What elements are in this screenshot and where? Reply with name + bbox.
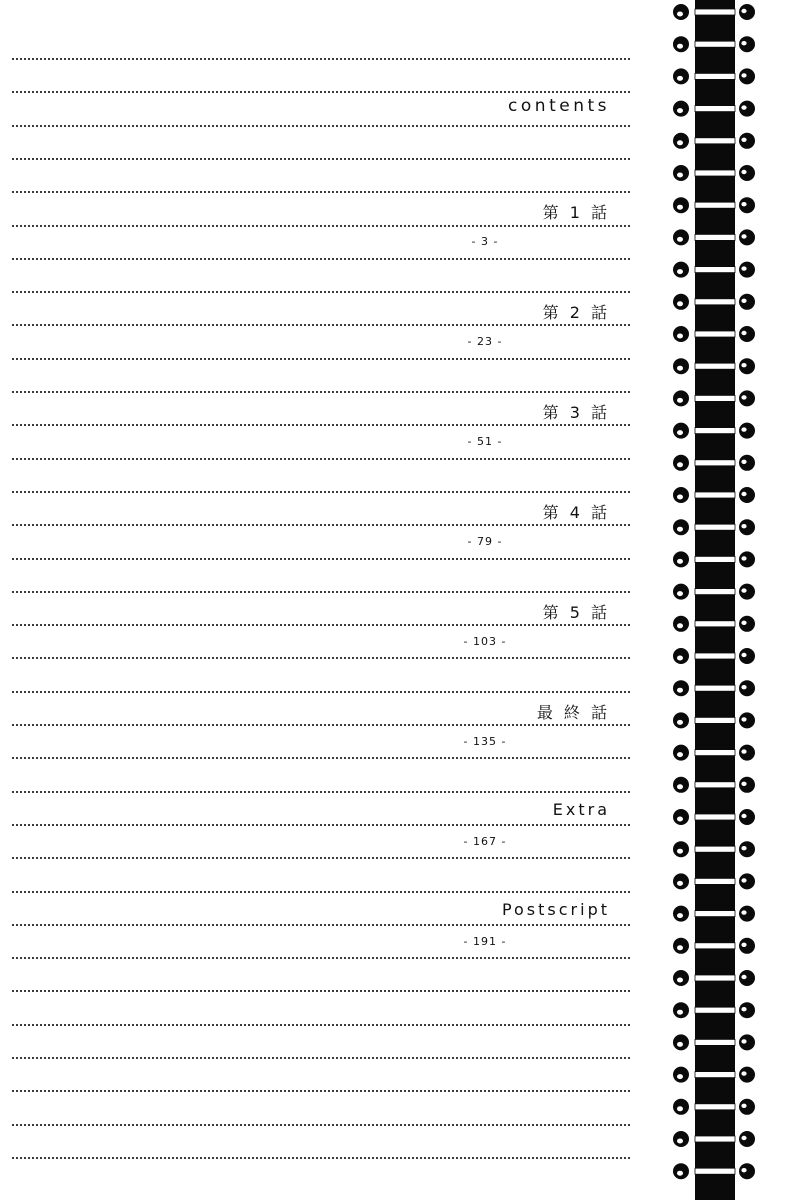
toc-entry-title: 第 1 話 [542,203,610,222]
toc-entry-title: Extra [552,800,610,819]
dotted-rule [12,125,630,127]
dotted-rule [12,191,630,193]
dotted-rule [12,1024,630,1026]
dotted-rule [12,1157,630,1159]
toc-entry-page: - 79 - [425,535,545,548]
dotted-rule [12,391,630,393]
dotted-rule [12,957,630,959]
contents-heading: contents [508,96,610,116]
dotted-rule [12,1057,630,1059]
dotted-rule [12,691,630,693]
toc-entry-page: - 23 - [425,335,545,348]
toc-entry-page: - 103 - [425,635,545,648]
dotted-rule [12,1124,630,1126]
dotted-rule [12,891,630,893]
binding-spine [695,0,735,1200]
toc-entry-page: - 167 - [425,835,545,848]
toc-entry-page: - 51 - [425,435,545,448]
dotted-rule [12,1090,630,1092]
dotted-rule [12,324,630,326]
dotted-rule [12,990,630,992]
dotted-rule [12,91,630,93]
dotted-rule [12,558,630,560]
dotted-rule [12,58,630,60]
dotted-rule [12,857,630,859]
dotted-rule [12,225,630,227]
dotted-rule [12,358,630,360]
dotted-rule [12,258,630,260]
dotted-rule [12,158,630,160]
toc-entry-page: - 3 - [425,235,545,248]
toc-entry-title: 最 終 話 [536,703,610,722]
toc-entry-page: - 135 - [425,735,545,748]
dotted-rule [12,458,630,460]
dotted-rule [12,757,630,759]
toc-entry-title: 第 5 話 [542,603,610,622]
dotted-rule [12,657,630,659]
dotted-rule [12,491,630,493]
dotted-rule [12,824,630,826]
dotted-rule [12,591,630,593]
dotted-rule [12,924,630,926]
dotted-rule [12,524,630,526]
dotted-rule [12,791,630,793]
dotted-rule [12,624,630,626]
dotted-rule [12,424,630,426]
dotted-rule [12,291,630,293]
spiral-binding [665,0,765,1200]
toc-entry-title: 第 3 話 [542,403,610,422]
toc-entry-page: - 191 - [425,935,545,948]
toc-entry-title: Postscript [501,900,610,919]
toc-entry-title: 第 2 話 [542,303,610,322]
dotted-rule [12,724,630,726]
toc-entry-title: 第 4 話 [542,503,610,522]
